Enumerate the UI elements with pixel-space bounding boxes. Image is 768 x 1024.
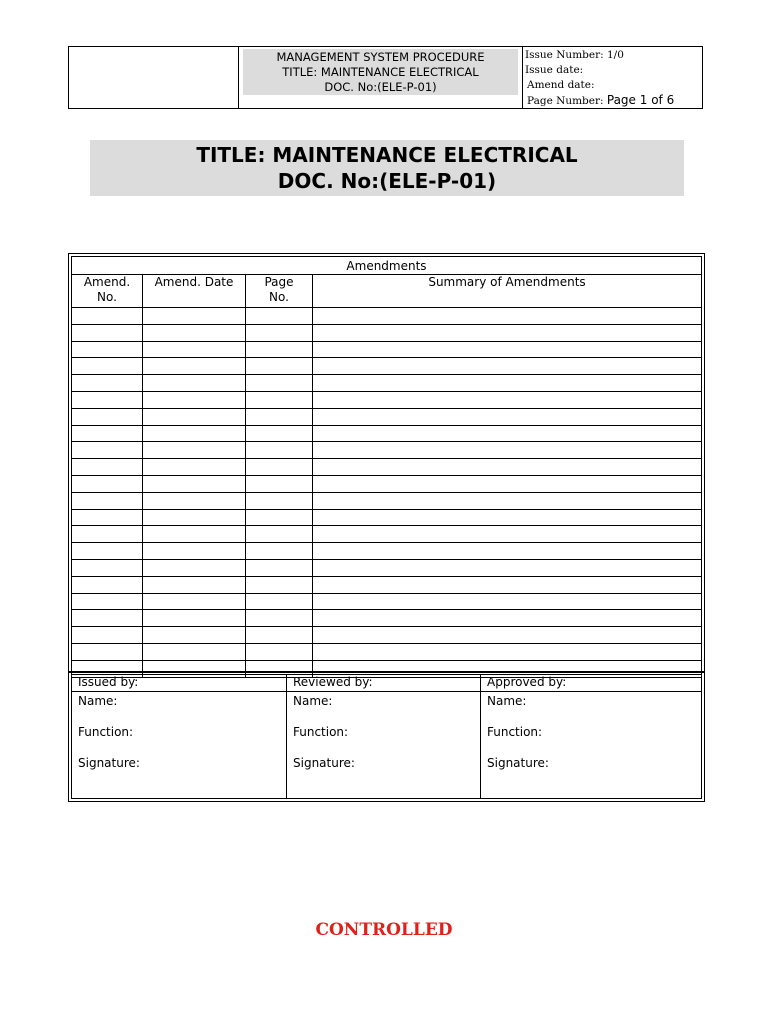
amendment-cell [72,375,143,392]
header-title-cell [239,47,523,108]
amendment-cell [72,543,143,560]
amendment-cell [72,442,143,459]
header-title: TITLE: MAINTENANCE ELECTRICAL [282,64,479,79]
amendment-row [72,425,702,442]
amendment-row [72,543,702,560]
amendment-cell [313,593,702,610]
amendment-cell [313,408,702,425]
amendment-cell [246,610,313,627]
col-amend-no-line2: No. [97,290,117,304]
amendment-cell [246,408,313,425]
amendment-cell [72,358,143,375]
issued-by-fields [72,692,287,799]
banner-title: TITLE: MAINTENANCE ELECTRICAL [196,143,578,167]
amendment-row [72,459,702,476]
amendment-cell [72,643,143,660]
amendment-cell [143,408,246,425]
approved-by-fields [481,692,702,799]
col-page-no [246,275,313,308]
amendment-cell [72,576,143,593]
header-doc-number: DOC. No:(ELE-P-01) [324,79,437,94]
approved-signature-label: Signature: [487,756,549,770]
header-title-box [243,49,518,95]
amendment-cell [143,509,246,526]
amendments-table [71,256,702,678]
reviewed-by-fields [287,692,481,799]
title-banner [90,140,684,196]
amendment-cell [143,375,246,392]
amendment-row [72,492,702,509]
page-number-label: Page Number: [527,95,604,107]
amendment-cell [313,509,702,526]
amendment-cell [143,543,246,560]
amendment-cell [72,593,143,610]
amendment-cell [313,425,702,442]
amendment-cell [313,559,702,576]
amendment-cell [72,391,143,408]
amendment-cell [246,324,313,341]
issue-info-cell [523,47,702,108]
amendment-row [72,442,702,459]
amendment-cell [143,324,246,341]
amendment-cell [246,543,313,560]
amendment-row [72,610,702,627]
amendment-cell [72,324,143,341]
amendment-row [72,408,702,425]
amendment-row [72,559,702,576]
amendment-cell [143,459,246,476]
amendment-cell [143,643,246,660]
amendment-cell [143,475,246,492]
amendment-cell [72,526,143,543]
amendment-cell [246,643,313,660]
amendment-row [72,375,702,392]
amendment-row [72,324,702,341]
amendment-cell [72,610,143,627]
amendment-cell [246,627,313,644]
amendment-cell [313,526,702,543]
reviewed-signature-label: Signature: [293,756,355,770]
amendment-cell [72,459,143,476]
amendment-cell [313,492,702,509]
amendment-cell [72,341,143,358]
amend-date: Amend date: [527,79,595,91]
amendment-row [72,509,702,526]
procedure-label: MANAGEMENT SYSTEM PROCEDURE [276,49,485,64]
amendment-cell [246,475,313,492]
amendment-cell [143,526,246,543]
signoff-table-frame [68,671,705,802]
reviewed-by-label: Reviewed by: [287,675,481,692]
col-summary: Summary of Amendments [313,275,702,308]
reviewed-function-label: Function: [293,725,349,739]
col-page-no-line2: No. [269,290,289,304]
amendment-row [72,391,702,408]
amendment-cell [246,308,313,325]
issued-name-label: Name: [78,694,118,708]
issued-function-label: Function: [78,725,134,739]
amendment-cell [72,408,143,425]
amendment-cell [143,358,246,375]
amendment-cell [313,341,702,358]
amendment-cell [313,627,702,644]
amendment-cell [143,593,246,610]
amendment-row [72,308,702,325]
amendment-cell [246,559,313,576]
amendment-cell [313,459,702,476]
reviewed-name-label: Name: [293,694,333,708]
amendment-cell [246,509,313,526]
col-amend-no-line1: Amend. [83,275,131,289]
amendment-cell [143,341,246,358]
amendment-cell [72,509,143,526]
amendment-cell [313,543,702,560]
amendments-table-frame [68,253,705,673]
amendment-cell [143,391,246,408]
issued-signature-label: Signature: [78,756,140,770]
amendment-cell [143,627,246,644]
amendment-row [72,593,702,610]
amendment-cell [246,576,313,593]
amendment-cell [72,627,143,644]
amendment-row [72,576,702,593]
amendments-caption: Amendments [72,257,702,275]
amendment-row [72,526,702,543]
signoff-table [71,674,702,799]
amendment-cell [72,559,143,576]
amendment-row [72,643,702,660]
amendment-row [72,475,702,492]
amendment-cell [313,475,702,492]
banner-doc-number: DOC. No:(ELE-P-01) [277,169,497,193]
amendment-cell [143,425,246,442]
col-amend-no [72,275,143,308]
amendment-cell [246,358,313,375]
document-header [68,46,703,109]
amendment-cell [313,442,702,459]
approved-function-label: Function: [487,725,543,739]
amendment-cell [143,559,246,576]
amendment-cell [143,442,246,459]
amendment-cell [246,375,313,392]
approved-name-label: Name: [487,694,527,708]
issue-number: Issue Number: 1/0 [525,49,624,61]
amendment-cell [72,308,143,325]
amendment-cell [72,492,143,509]
amendment-cell [72,425,143,442]
amendment-cell [246,391,313,408]
amendment-cell [313,324,702,341]
amendment-cell [313,375,702,392]
amendment-cell [246,492,313,509]
amendment-cell [143,576,246,593]
amendment-cell [313,391,702,408]
page-number [525,93,702,109]
amendment-cell [143,492,246,509]
amendment-cell [246,442,313,459]
amendment-row [72,627,702,644]
amendment-row [72,358,702,375]
amendment-cell [313,643,702,660]
amendment-cell [313,576,702,593]
amendment-row [72,341,702,358]
amendment-cell [143,610,246,627]
amendment-cell [313,308,702,325]
page-number-value: Page 1 of 6 [606,93,675,107]
amendment-cell [246,593,313,610]
amendment-cell [246,341,313,358]
issue-date: Issue date: [525,64,584,76]
col-amend-date: Amend. Date [143,275,246,308]
controlled-stamp: CONTROLLED [315,920,453,940]
amendment-cell [143,308,246,325]
amendment-cell [313,358,702,375]
amendment-cell [246,425,313,442]
logo-cell [69,47,239,108]
approved-by-label: Approved by: [481,675,702,692]
issued-by-label: Issued by: [72,675,287,692]
amendment-cell [246,526,313,543]
amendment-cell [313,610,702,627]
amendment-cell [72,475,143,492]
amendment-cell [246,459,313,476]
col-page-no-line1: Page [264,275,294,289]
